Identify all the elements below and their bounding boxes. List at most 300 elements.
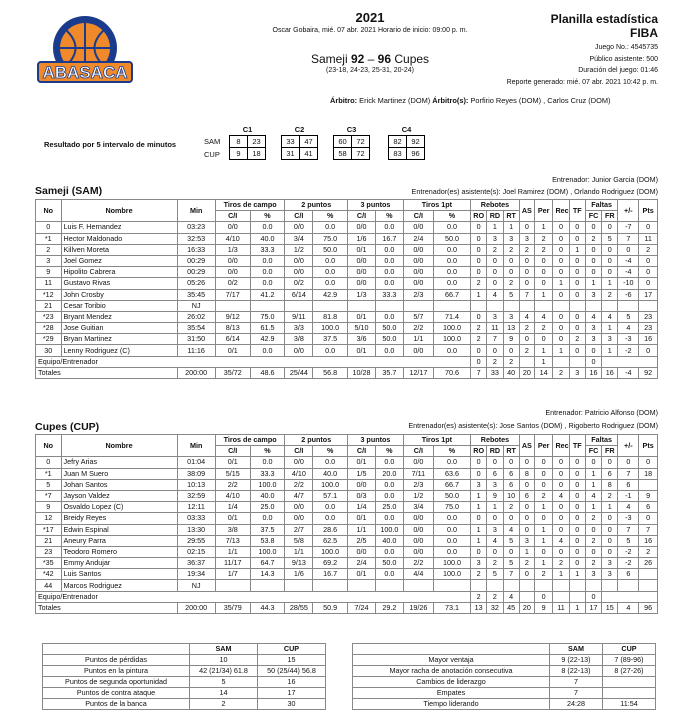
stat-cell: 6 xyxy=(602,468,618,479)
stat-cell: 0 xyxy=(585,546,601,557)
stat-cell: 6 xyxy=(503,479,519,490)
stat-cell: 4/10 xyxy=(215,233,250,244)
summary-col-header: SAM xyxy=(550,644,603,655)
stat-cell: 1 xyxy=(534,345,553,356)
stat-cell: 2 xyxy=(519,558,534,569)
stat-cell: 0/0 xyxy=(285,255,313,266)
summary-value: 16 xyxy=(258,677,326,688)
stat-cell: 23 xyxy=(639,323,658,334)
col-subheader-def-reb: RD xyxy=(487,446,503,457)
stat-cell: 3/8 xyxy=(215,524,250,535)
summary-label: Tiempo liderando xyxy=(353,699,550,710)
stat-cell: 0 xyxy=(471,468,487,479)
stat-cell: 16 xyxy=(639,535,658,546)
player-row xyxy=(36,334,658,345)
player-name: Joel Gomez xyxy=(61,255,177,266)
summary-label: Empates xyxy=(353,688,550,699)
stat-cell: 26:02 xyxy=(177,311,215,322)
stat-cell: 6 xyxy=(487,468,503,479)
bench-stat-cell: 2 xyxy=(487,591,503,602)
home-stats-table xyxy=(35,199,658,379)
stat-cell: 0.0 xyxy=(313,345,348,356)
player-row xyxy=(36,311,658,322)
stat-cell: 4 xyxy=(553,535,569,546)
stat-cell: 01:04 xyxy=(177,457,215,468)
player-row xyxy=(36,300,658,311)
bench-stat-cell xyxy=(553,591,569,602)
summary-value: 15 xyxy=(258,655,326,666)
stat-cell: 33.3 xyxy=(250,244,285,255)
col-subheader-pct: % xyxy=(433,211,470,222)
stat-cell: 0.0 xyxy=(375,490,403,501)
stat-cell: 0 xyxy=(519,278,534,289)
player-number: 44 xyxy=(36,580,62,591)
stat-cell: 2/4 xyxy=(403,233,433,244)
abasaca-logo xyxy=(30,8,140,100)
stat-cell: 0 xyxy=(602,524,618,535)
stat-cell: 2/3 xyxy=(403,479,433,490)
away-team-title: Cupes (CUP) xyxy=(35,421,100,433)
stat-cell: 2 xyxy=(519,345,534,356)
stat-cell: 0/0 xyxy=(348,267,376,278)
stat-cell: 13:30 xyxy=(177,524,215,535)
stat-cell: 0 xyxy=(471,311,487,322)
stat-cell: 0/1 xyxy=(348,345,376,356)
stat-cell xyxy=(471,580,487,591)
player-row xyxy=(36,546,658,557)
stat-cell: 32:53 xyxy=(177,233,215,244)
stat-cell: 40.0 xyxy=(313,468,348,479)
totals-cell: 32 xyxy=(487,602,503,613)
stat-cell: 38:09 xyxy=(177,468,215,479)
stat-cell: 61.5 xyxy=(250,323,285,334)
stat-cell xyxy=(639,580,658,591)
col-subheader-fouls-committed: FC xyxy=(585,446,601,457)
stat-cell: 1 xyxy=(602,502,618,513)
col-header-blocks: TF xyxy=(569,435,585,457)
stat-cell: 4 xyxy=(618,323,639,334)
stat-cell: -4 xyxy=(618,267,639,278)
totals-label: Totales xyxy=(36,367,178,378)
stat-cell: 26 xyxy=(639,558,658,569)
stat-cell: 0 xyxy=(471,222,487,233)
player-name: Breidy Reyes xyxy=(61,513,177,524)
stat-cell: 1 xyxy=(534,558,553,569)
player-number: 3 xyxy=(36,255,62,266)
stat-cell: 1 xyxy=(569,569,585,580)
stat-cell: 0 xyxy=(534,513,553,524)
stat-cell: 6/14 xyxy=(215,334,250,345)
col-header-name: Nombre xyxy=(61,200,177,222)
stat-cell: 0 xyxy=(471,546,487,557)
player-name: John Crosby xyxy=(61,289,177,300)
col-header-steals: Rec xyxy=(553,435,569,457)
summary-label: Puntos de la banca xyxy=(43,699,190,710)
totals-cell: 45 xyxy=(503,602,519,613)
stat-cell: 2 xyxy=(471,323,487,334)
stat-cell: 0 xyxy=(503,255,519,266)
stat-cell: 5/10 xyxy=(348,323,376,334)
totals-row xyxy=(36,602,658,613)
player-name: Bryant Mendez xyxy=(61,311,177,322)
stat-cell: 0/1 xyxy=(348,513,376,524)
summary-value: 10 xyxy=(190,655,258,666)
game-number: Juego No.: 4545735 xyxy=(594,44,658,51)
stat-cell: 8 xyxy=(519,468,534,479)
stat-cell: 4/10 xyxy=(215,490,250,501)
col-header-3pt: 3 puntos xyxy=(348,200,404,211)
stat-cell: 0 xyxy=(534,255,553,266)
stat-cell: 4 xyxy=(487,535,503,546)
stat-cell: 0.0 xyxy=(433,222,470,233)
stat-cell: 0/0 xyxy=(403,278,433,289)
stat-cell: 0.0 xyxy=(375,345,403,356)
stat-cell xyxy=(313,300,348,311)
stat-cell: 0.0 xyxy=(313,513,348,524)
player-number: *42 xyxy=(36,569,62,580)
stat-cell: 02:15 xyxy=(177,546,215,557)
points-summary-table xyxy=(42,643,326,710)
bench-filler xyxy=(602,591,658,602)
stat-cell: 0 xyxy=(585,345,601,356)
interval-block-1 xyxy=(229,125,266,160)
stat-cell: 7 xyxy=(618,233,639,244)
stat-cell: 12:11 xyxy=(177,502,215,513)
col-subheader-made-att: C/I xyxy=(285,446,313,457)
stat-cell xyxy=(285,300,313,311)
stat-cell xyxy=(569,580,585,591)
stat-cell: 0 xyxy=(569,468,585,479)
stat-cell: 57.1 xyxy=(313,490,348,501)
stat-cell xyxy=(639,479,658,490)
stat-cell: 42.9 xyxy=(313,289,348,300)
stat-cell: 1/4 xyxy=(348,502,376,513)
col-header-assists: AS xyxy=(519,200,534,222)
stat-cell: 7 xyxy=(639,524,658,535)
stat-cell: 3 xyxy=(602,334,618,345)
stat-cell: 2 xyxy=(471,569,487,580)
stat-cell: 0/0 xyxy=(403,255,433,266)
stat-cell: 3 xyxy=(503,233,519,244)
stat-cell: 0 xyxy=(553,457,569,468)
summary-value: 7 (89-96) xyxy=(603,655,656,666)
stat-cell: 53.8 xyxy=(250,535,285,546)
stat-cell: 6 xyxy=(519,490,534,501)
stat-cell: 16 xyxy=(639,334,658,345)
stat-cell: 0/1 xyxy=(215,345,250,356)
stat-cell: 0/0 xyxy=(348,546,376,557)
stat-cell: 0/0 xyxy=(215,255,250,266)
interval-score-cell: 18 xyxy=(248,148,266,160)
stat-cell: 100.0 xyxy=(433,569,470,580)
stat-cell: 2 xyxy=(534,490,553,501)
player-number: 21 xyxy=(36,535,62,546)
stat-cell: 1 xyxy=(602,278,618,289)
stat-cell: 64.7 xyxy=(250,558,285,569)
stat-cell: 0 xyxy=(519,255,534,266)
stat-cell xyxy=(471,300,487,311)
stat-cell: -4 xyxy=(618,255,639,266)
col-subheader-made-att: C/I xyxy=(403,446,433,457)
stat-cell: 0.0 xyxy=(250,457,285,468)
away-assistant-coaches: Entrenador(es) asistente(s): Jose Santos (DOM) , Rigoberto Rodriguez (DOM) xyxy=(408,421,658,430)
stat-cell: 1/3 xyxy=(215,244,250,255)
col-subheader-pct: % xyxy=(313,211,348,222)
summary-row xyxy=(353,688,656,699)
stat-cell: 69.2 xyxy=(313,558,348,569)
logo-text: ABASACA xyxy=(42,63,128,82)
stat-cell: 2 xyxy=(639,546,658,557)
stat-cell: 5 xyxy=(503,535,519,546)
stat-cell: 0.0 xyxy=(250,345,285,356)
stat-cell: 0 xyxy=(503,546,519,557)
stat-cell: 9/11 xyxy=(285,311,313,322)
stat-cell: 1 xyxy=(471,490,487,501)
stat-cell: 2 xyxy=(585,233,601,244)
stat-cell: 33.3 xyxy=(375,289,403,300)
stat-cell: 0 xyxy=(569,233,585,244)
stat-cell: 3 xyxy=(487,479,503,490)
stat-cell: 2/2 xyxy=(403,323,433,334)
stat-cell: 33.3 xyxy=(250,468,285,479)
stat-cell: 0 xyxy=(519,222,534,233)
stat-cell: 1 xyxy=(602,345,618,356)
stat-cell: 0.0 xyxy=(313,255,348,266)
stat-cell: 16:33 xyxy=(177,244,215,255)
stat-cell: 50.0 xyxy=(375,323,403,334)
stat-cell: 0.0 xyxy=(250,255,285,266)
stat-cell: 63.6 xyxy=(433,468,470,479)
stat-cell: 0 xyxy=(569,311,585,322)
stat-cell: 3 xyxy=(503,311,519,322)
col-subheader-off-reb: RO xyxy=(471,446,487,457)
summary-value: 14 xyxy=(190,688,258,699)
stat-cell: 05:26 xyxy=(177,278,215,289)
totals-cell: 7 xyxy=(471,367,487,378)
stat-cell: 2/4 xyxy=(348,558,376,569)
stat-cell: 4 xyxy=(553,490,569,501)
col-subheader-made-att: C/I xyxy=(403,211,433,222)
stat-cell xyxy=(433,580,470,591)
stat-cell: -1 xyxy=(618,490,639,501)
stat-cell: 1 xyxy=(471,289,487,300)
totals-cell: 35/72 xyxy=(215,367,250,378)
stat-cell: 1 xyxy=(471,502,487,513)
bench-stat-cell: 0 xyxy=(585,356,601,367)
stat-cell: 6/14 xyxy=(285,289,313,300)
stat-cell: 29:55 xyxy=(177,535,215,546)
summary-value: 9 (22-13) xyxy=(550,655,603,666)
stat-cell: 0 xyxy=(471,513,487,524)
stat-cell: 0 xyxy=(534,457,553,468)
player-number: 5 xyxy=(36,479,62,490)
stat-cell: 0.0 xyxy=(375,569,403,580)
stat-cell: 2 xyxy=(503,278,519,289)
interval-score-cell: 72 xyxy=(352,148,370,160)
totals-cell: 50.9 xyxy=(313,602,348,613)
bench-stat-cell: 2 xyxy=(487,356,503,367)
col-header-points: Pts xyxy=(639,200,658,222)
col-subheader-made-att: C/I xyxy=(215,446,250,457)
stat-cell: 0 xyxy=(585,267,601,278)
stat-cell xyxy=(534,580,553,591)
stat-cell: 0/0 xyxy=(403,513,433,524)
stat-cell: 0 xyxy=(553,468,569,479)
interval-score-cell: 96 xyxy=(407,148,425,160)
stat-cell: 0 xyxy=(639,222,658,233)
stat-cell: 1/4 xyxy=(215,502,250,513)
summary-row xyxy=(43,666,326,677)
bench-stat-cell xyxy=(519,591,534,602)
stat-cell: 9/12 xyxy=(215,311,250,322)
stat-cell: 0 xyxy=(602,267,618,278)
player-row xyxy=(36,222,658,233)
stat-cell: 1 xyxy=(534,222,553,233)
stat-cell: 2 xyxy=(471,278,487,289)
player-name: Hipolito Cabrera xyxy=(61,267,177,278)
interval-score-cell: 83 xyxy=(389,148,407,160)
player-number: *28 xyxy=(36,323,62,334)
col-header-turnovers: Per xyxy=(534,200,553,222)
summary-value xyxy=(603,688,656,699)
stat-cell: 1 xyxy=(585,468,601,479)
col-subheader-pct: % xyxy=(375,446,403,457)
home-coach: Entrenador: Junior Garcia (DOM) xyxy=(552,175,658,184)
stat-cell: 3/8 xyxy=(285,334,313,345)
stat-cell: 1 xyxy=(553,569,569,580)
stat-cell xyxy=(618,580,639,591)
summary-label: Mayor racha de anotación consecutiva xyxy=(353,666,550,677)
bench-label: Equipo/Entrenador xyxy=(36,591,471,602)
stat-cell: 5 xyxy=(618,535,639,546)
stat-cell: 0 xyxy=(585,244,601,255)
player-name: Jefry Arias xyxy=(61,457,177,468)
stat-cell: 0/0 xyxy=(285,267,313,278)
stat-cell: 0 xyxy=(503,267,519,278)
col-header-min: Min xyxy=(177,200,215,222)
stat-cell: 0 xyxy=(585,524,601,535)
stat-cell: -7 xyxy=(618,222,639,233)
stat-cell: 0 xyxy=(487,278,503,289)
summary-col-header: CUP xyxy=(258,644,326,655)
stat-cell: 0 xyxy=(553,502,569,513)
player-row xyxy=(36,535,658,546)
stat-cell: 23 xyxy=(639,311,658,322)
stat-cell xyxy=(215,300,250,311)
player-row xyxy=(36,468,658,479)
stat-cell: 2/2 xyxy=(403,558,433,569)
stat-cell: 0 xyxy=(534,267,553,278)
totals-cell: 35.7 xyxy=(375,367,403,378)
stat-cell: 0 xyxy=(553,334,569,345)
bench-stat-cell xyxy=(569,356,585,367)
stat-cell xyxy=(602,580,618,591)
col-subheader-pct: % xyxy=(313,446,348,457)
col-subheader-fouls-committed: FC xyxy=(585,211,601,222)
stat-cell: 2/3 xyxy=(403,289,433,300)
player-name: Teodoro Romero xyxy=(61,546,177,557)
player-number: 11 xyxy=(36,278,62,289)
stat-cell: 0.0 xyxy=(433,244,470,255)
stat-cell: 1 xyxy=(585,479,601,490)
stat-cell: 00:29 xyxy=(177,267,215,278)
stat-cell: 0.0 xyxy=(433,457,470,468)
stat-cell xyxy=(639,300,658,311)
summary-row xyxy=(353,677,656,688)
stat-cell: 2 xyxy=(585,535,601,546)
summary-label: Puntos de segunda oportunidad xyxy=(43,677,190,688)
stat-cell: 0.0 xyxy=(433,278,470,289)
col-subheader-fouls-received: FR xyxy=(602,446,618,457)
stat-cell: 100.0 xyxy=(433,323,470,334)
venue-line: Oscar Gobaira, mié. 07 abr. 2021 Horario de inicio: 09:00 p. m. xyxy=(272,27,468,34)
stat-cell xyxy=(348,300,376,311)
stat-cell: 1/1 xyxy=(403,334,433,345)
stat-cell: 35:54 xyxy=(177,323,215,334)
stat-cell: 0 xyxy=(553,524,569,535)
stat-cell: 00:29 xyxy=(177,255,215,266)
stat-cell: 0 xyxy=(519,334,534,345)
stat-cell: 0 xyxy=(602,535,618,546)
stat-cell: 2 xyxy=(503,502,519,513)
bench-stat-cell xyxy=(553,356,569,367)
summary-row xyxy=(43,655,326,666)
bench-row xyxy=(36,356,658,367)
player-row xyxy=(36,524,658,535)
stat-cell: NJ xyxy=(177,580,215,591)
player-row xyxy=(36,580,658,591)
totals-cell: 28/55 xyxy=(285,602,313,613)
stat-cell: 0.0 xyxy=(375,457,403,468)
totals-cell: -4 xyxy=(618,367,639,378)
stat-cell: 6 xyxy=(618,479,639,490)
stat-cell: 2 xyxy=(585,558,601,569)
stat-cell: 0 xyxy=(534,479,553,490)
summary-label: Puntos de contra ataque xyxy=(43,688,190,699)
stat-cell: 50.0 xyxy=(375,334,403,345)
player-row xyxy=(36,457,658,468)
interval-block-2 xyxy=(281,125,318,160)
stat-cell: 37.5 xyxy=(313,334,348,345)
col-header-no: No xyxy=(36,435,62,457)
player-name: Hector Maldonado xyxy=(61,233,177,244)
stat-cell: 0 xyxy=(569,289,585,300)
stat-cell: 62.5 xyxy=(313,535,348,546)
stat-cell: 2 xyxy=(569,334,585,345)
stat-cell: 42.9 xyxy=(250,334,285,345)
stat-cell: 100.0 xyxy=(375,524,403,535)
stat-cell: 0.0 xyxy=(250,222,285,233)
bench-stat-cell: 0 xyxy=(585,591,601,602)
stat-cell: 25.0 xyxy=(250,502,285,513)
stat-cell: 0.0 xyxy=(375,513,403,524)
stat-cell: 0/1 xyxy=(215,457,250,468)
col-subheader-total-reb: RT xyxy=(503,446,519,457)
stat-cell: 41.2 xyxy=(250,289,285,300)
totals-cell: 4 xyxy=(618,602,639,613)
stat-cell: 50.0 xyxy=(375,558,403,569)
stat-cell: 0/0 xyxy=(403,345,433,356)
stat-cell: 100.0 xyxy=(313,479,348,490)
stat-cell: 1 xyxy=(553,345,569,356)
stat-cell: 100.0 xyxy=(250,479,285,490)
stat-cell: 2 xyxy=(487,558,503,569)
totals-cell: 20 xyxy=(519,367,534,378)
stat-cell: 37.5 xyxy=(250,524,285,535)
stat-cell xyxy=(375,300,403,311)
player-name: Emmy Andujar xyxy=(61,558,177,569)
totals-cell: 56.8 xyxy=(313,367,348,378)
